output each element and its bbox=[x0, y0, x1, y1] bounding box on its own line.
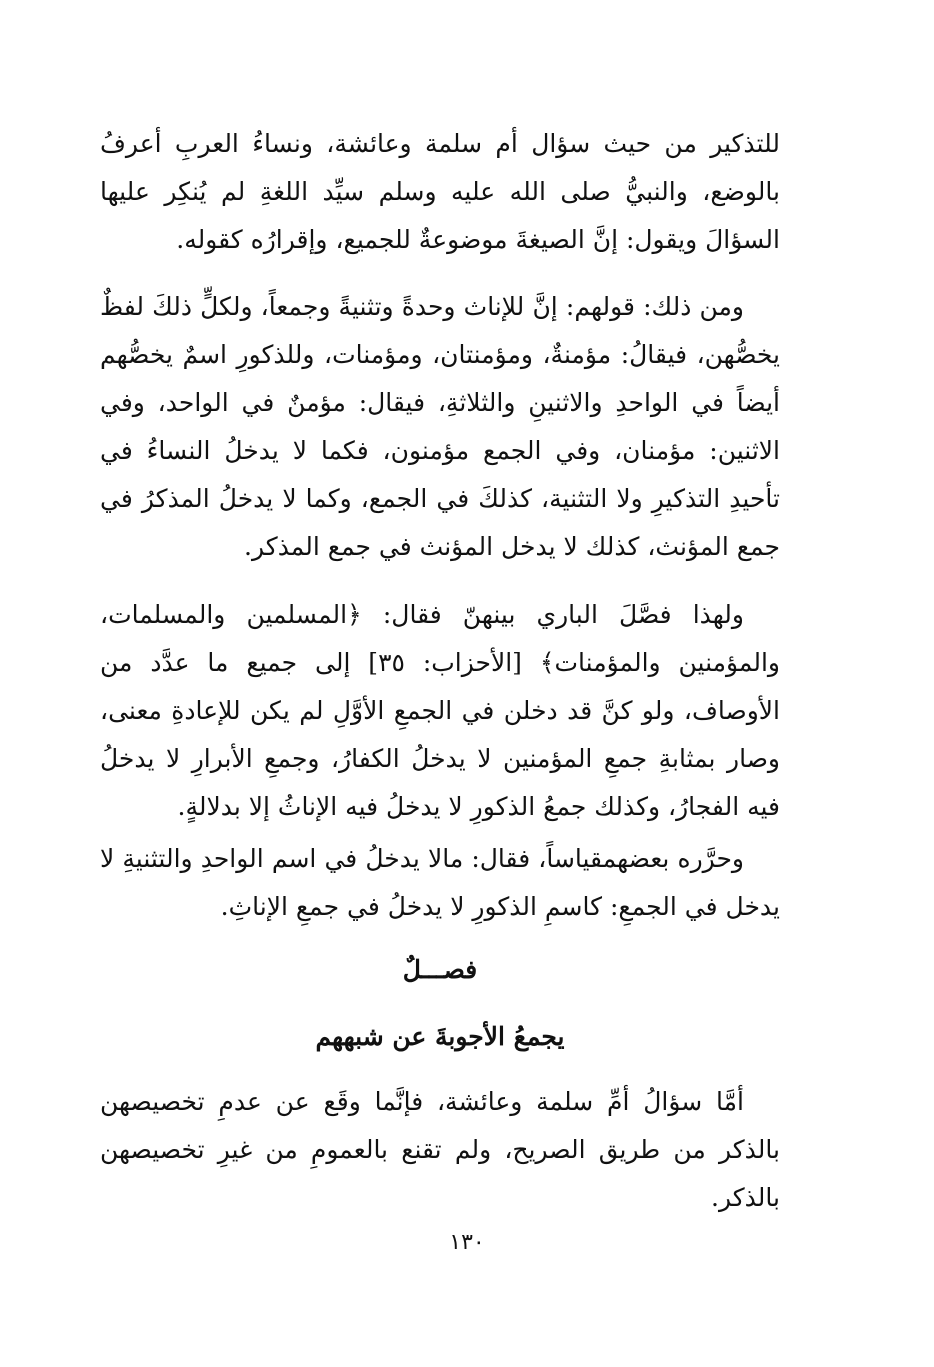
page-number: ١٣٠ bbox=[449, 1230, 485, 1255]
paragraph: ومن ذلك: قولهم: إنَّ للإناث وحدةً وتثنيةً وجمعاً، ولكلٍّ ذلكَ لفظٌ يخصُّهن، فيقالُ: مؤمنةٌ، ومؤمنتان، ومؤمنات، وللذكورِ اسمٌ يخصُّهم أيضاً في الواحدِ والاثنينِ والثلاثةِ، فيقال: مؤمنٌ في الواحد، وفي الاثنين: مؤمنان، وفي الجمع مؤمنون، فكما لا يدخلُ النساءُ في تأحيدِ التذكيرِ ولا التثنية، كذلكَ في الجمع، وكما لا يدخلُ المذكرُ في جمع المؤنث، كذلك لا يدخل المؤنث في جمع المذكر. bbox=[100, 292, 780, 561]
paragraph-block bbox=[100, 283, 780, 571]
paragraph-block bbox=[100, 1078, 780, 1222]
paragraph-block bbox=[100, 835, 780, 931]
paragraph: للتذكير من حيث سؤال أم سلمة وعائشة، ونساءُ العربِ أعرفُ بالوضع، والنبيُّ صلى الله عليه وسلم سيِّد اللغةِ لم يُنكِر عليها السؤالَ ويقول: إنَّ الصيغةَ موضوعةٌ للجميع، وإقرارُه كقوله. bbox=[100, 129, 780, 254]
section-title: فصـــلٌ bbox=[402, 955, 478, 984]
paragraph: وحرَّره بعضهمقياساً، فقال: مالا يدخلُ في اسم الواحدِ والتثنيةِ لا يدخل في الجمعِ: كاسمِ الذكورِ لا يدخلُ في جمعِ الإناثِ. bbox=[100, 844, 780, 921]
paragraph: أمَّا سؤالُ أمِّ سلمة وعائشة، فإنَّما وقَع عن عدمِ تخصيصهن بالذكر من طريق الصريح، ولم تقنع بالعمومِ من غيرِ تخصيصهن بالذكر. bbox=[100, 1087, 780, 1212]
paragraph: ولهذا فصَّلَ الباري بينهنّ فقال: ﴿المسلمين والمسلمات، والمؤمنين والمؤمنات﴾ [الأحزاب: ٣٥] إلى جميع ما عدَّد من الأوصاف، ولو كنَّ قد دخلن في الجمعِ الأوَّلِ لم يكن للإعادةِ معنى، وصار بمثابةِ جمعِ المؤمنين لا يدخلُ الكفارُ، وجمعِ الأبرارِ لا يدخلُ فيه الفجارُ، وكذلك جمعُ الذكورِ لا يدخلُ فيه الإناثُ إلا بدلالةٍ. bbox=[100, 600, 781, 821]
paragraph-block bbox=[100, 120, 780, 264]
paragraph-block bbox=[100, 591, 780, 831]
section-subtitle: يجمعُ الأجوبةَ عن شبههم bbox=[315, 1022, 565, 1051]
